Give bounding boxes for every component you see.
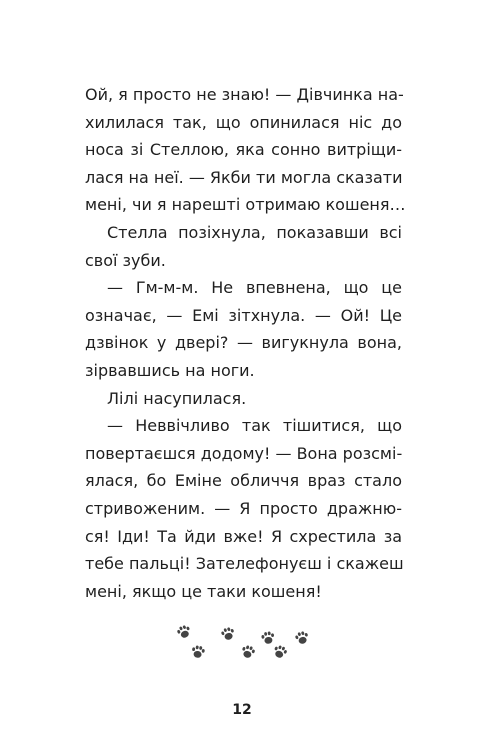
page-number: 12	[232, 702, 252, 718]
text-line: носа зі Стеллою, яка сонно витріщи-	[85, 140, 402, 160]
paw-print-icon	[174, 622, 195, 643]
text-line: стривоженим. — Я просто дражню-	[85, 498, 402, 518]
text-line: ся! Іди! Та йди вже! Я схрестила за	[85, 526, 402, 546]
text-line: мені, якщо це таки кошеня!	[85, 581, 322, 601]
text-line: Лілі насупилася.	[107, 388, 247, 408]
text-line: тебе пальці! Зателефонуєш і скажеш	[85, 554, 404, 574]
text-line: повертаєшся додому! — Вона розсмі-	[85, 443, 403, 463]
paw-print-icon	[189, 643, 208, 662]
body-text	[85, 81, 406, 605]
text-line: лася на неї. — Якби ти могла сказати	[85, 167, 403, 187]
paw-print-icon	[292, 628, 312, 648]
text-line: дзвінок у двері? — вигукнула вона,	[85, 333, 402, 353]
text-line: — Гм-м-м. Не впевнена, що це	[107, 278, 402, 298]
text-line: — Неввічливо так тішитися, що	[107, 416, 402, 436]
paw-prints-decoration	[170, 620, 320, 666]
text-line: свої зуби.	[85, 250, 166, 270]
text-line: означає, — Емі зітхнула. — Ой! Це	[85, 305, 402, 325]
text-line: хилилася так, що опинилася ніс до	[85, 112, 402, 132]
paw-print-icon	[238, 642, 258, 662]
text-line: Стелла позіхнула, показавши всі	[107, 222, 402, 242]
text-line: мені, чи я нарешті отримаю кошеня…	[85, 195, 406, 215]
paw-print-icon	[218, 624, 238, 644]
text-line: зірвавшись на ноги.	[85, 360, 255, 380]
text-line: ялася, бо Еміне обличчя враз стало	[85, 471, 402, 491]
text-line: Ой, я просто не знаю! — Дівчинка на-	[85, 85, 404, 104]
paw-print-icon	[270, 642, 291, 663]
